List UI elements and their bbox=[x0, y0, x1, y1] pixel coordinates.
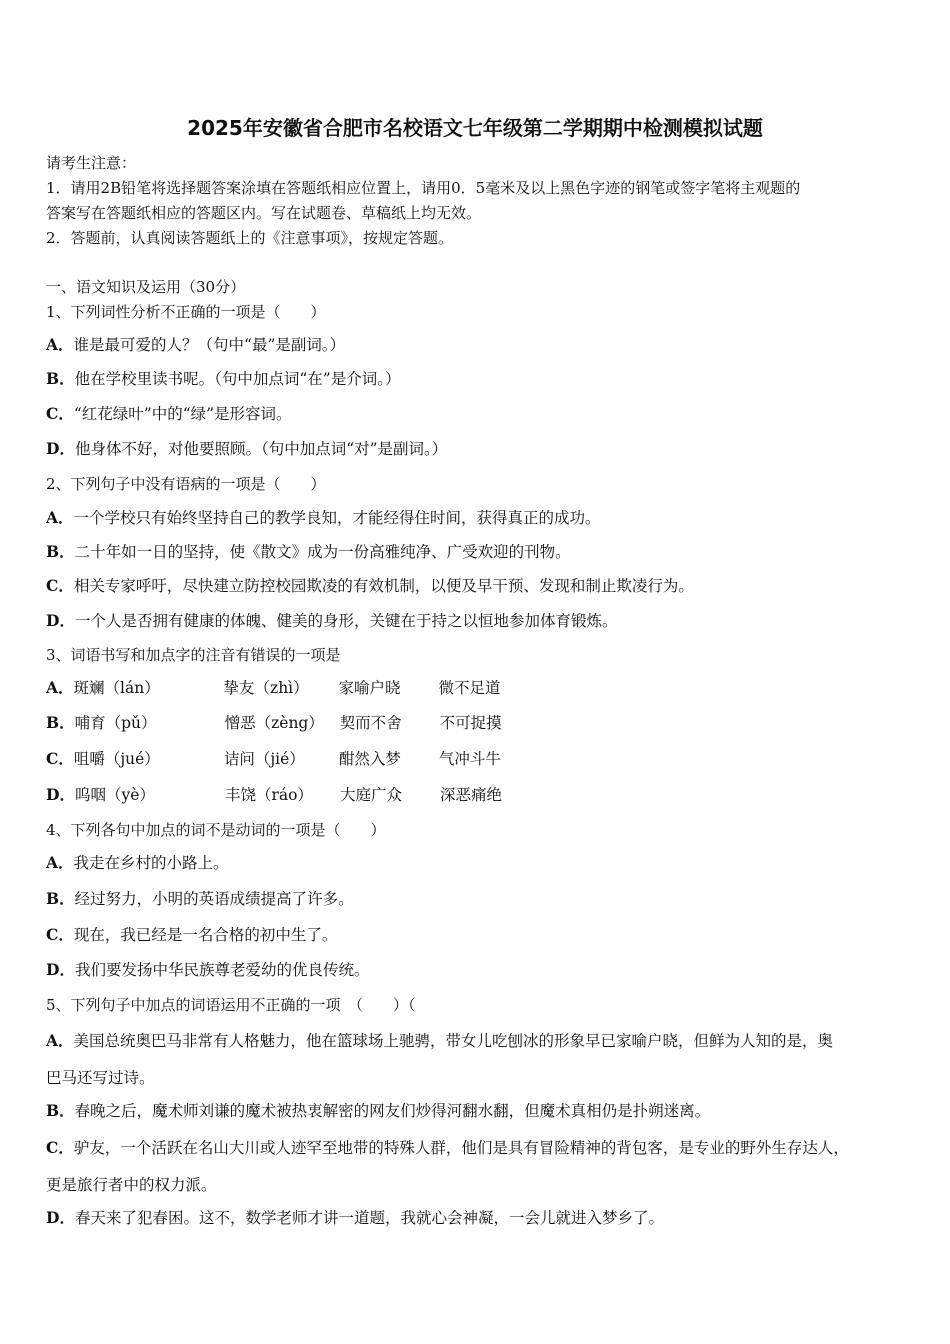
question-3-option-d bbox=[46, 785, 502, 805]
question-5-option-a-line-2: 巴马还写过诗。 bbox=[46, 1069, 155, 1087]
option-word-2: 诘问（jié） bbox=[223, 750, 305, 768]
question-5-stem: 5、下列句子中加点的词语运用不正确的一项 （ ）（ bbox=[46, 996, 416, 1014]
option-label: A． bbox=[46, 508, 74, 527]
question-5-option-d bbox=[46, 1208, 664, 1228]
option-label: A． bbox=[46, 335, 74, 354]
option-label: C． bbox=[46, 404, 74, 423]
option-text: 我们要发扬中华民族尊老爱幼的优良传统。 bbox=[74, 961, 370, 979]
question-5-option-c-line-1 bbox=[46, 1138, 849, 1158]
question-4-option-a bbox=[46, 853, 229, 873]
option-word-1: 哺育（pǔ） bbox=[74, 714, 157, 732]
option-label: D． bbox=[46, 611, 75, 630]
option-word-3: 契而不舍 bbox=[339, 714, 402, 732]
option-text: 他身体不好，对他要照顾。（句中加点词“对”是副词。） bbox=[74, 440, 448, 458]
question-3-option-b bbox=[46, 713, 502, 733]
option-label: C． bbox=[46, 1138, 74, 1157]
question-5-option-a-line-1 bbox=[46, 1031, 833, 1051]
option-label: B． bbox=[46, 1101, 75, 1120]
option-text: 一个学校只有始终坚持自己的教学良知，才能经得住时间，获得真正的成功。 bbox=[73, 509, 601, 527]
option-label: D． bbox=[46, 439, 75, 458]
question-4-stem: 4、下列各句中加点的词不是动词的一项是（ ） bbox=[46, 821, 386, 839]
question-1-option-b bbox=[46, 369, 400, 389]
option-label: A． bbox=[46, 678, 74, 697]
option-label: C． bbox=[46, 576, 74, 595]
notice-item-2: 2．答题前，认真阅读答题纸上的《注意事项》，按规定答题。 bbox=[46, 229, 454, 247]
option-word-4: 不可捉摸 bbox=[439, 714, 502, 732]
notice-item-1-line-1: 1．请用2B铅笔将选择题答案涂填在答题纸相应位置上，请用0．5毫米及以上黑色字迹的钢笔或签字笔将主观题的 bbox=[46, 179, 801, 197]
page-title: 2025年安徽省合肥市名校语文七年级第二学期期中检测模拟试题 bbox=[187, 116, 763, 140]
question-3-stem: 3、词语书写和加点字的注音有错误的一项是 bbox=[46, 646, 341, 664]
notice-item-1-line-2: 答案写在答题纸相应的答题区内。写在试题卷、草稿纸上均无效。 bbox=[46, 204, 482, 222]
option-text: 驴友，一个活跃在名山大川或人迹罕至地带的特殊人群，他们是具有冒险精神的背包客，是专业的野外生存达人， bbox=[73, 1139, 849, 1157]
question-1-option-c bbox=[46, 404, 292, 424]
option-text: 春晚之后，魔术师刘谦的魔术被热衷解密的网友们炒得河翻水翻，但魔术真相仍是扑朔迷离。 bbox=[74, 1102, 711, 1120]
question-3-option-c bbox=[46, 749, 501, 769]
question-2-stem: 2、下列句子中没有语病的一项是（ ） bbox=[46, 475, 326, 493]
option-label: D． bbox=[46, 785, 75, 804]
option-text: 经过努力，小明的英语成绩提高了许多。 bbox=[74, 890, 354, 908]
option-label: A． bbox=[46, 1031, 74, 1050]
question-2-option-b bbox=[46, 542, 571, 562]
option-word-4: 深恶痛绝 bbox=[439, 786, 502, 804]
question-1-stem: 1、下列词性分析不正确的一项是（ ） bbox=[46, 303, 326, 321]
option-word-4: 微不足道 bbox=[438, 679, 501, 697]
option-word-3: 大庭广众 bbox=[339, 786, 402, 804]
question-5-option-b bbox=[46, 1101, 710, 1121]
question-4-option-c bbox=[46, 925, 337, 945]
option-word-1: 咀嚼（jué） bbox=[73, 750, 160, 768]
option-label: C． bbox=[46, 749, 74, 768]
option-label: B． bbox=[46, 542, 75, 561]
notice-heading: 请考生注意： bbox=[46, 154, 137, 172]
option-text: 一个人是否拥有健康的体魄、健美的身形，关键在于持之以恒地参加体育锻炼。 bbox=[74, 612, 618, 630]
option-text: 二十年如一日的坚持，使《散文》成为一份高雅纯净、广受欢迎的刊物。 bbox=[74, 543, 571, 561]
option-label: D． bbox=[46, 1208, 75, 1227]
question-2-option-d bbox=[46, 611, 617, 631]
option-word-1: 呜咽（yè） bbox=[74, 786, 155, 804]
question-4-option-b bbox=[46, 889, 354, 909]
option-text: 他在学校里读书呢。（句中加点词“在”是介词。） bbox=[74, 370, 401, 388]
option-word-1: 斑斓（lán） bbox=[73, 679, 160, 697]
option-label: C． bbox=[46, 925, 74, 944]
option-word-3: 家喻户晓 bbox=[338, 679, 401, 697]
question-3-option-a bbox=[46, 678, 501, 698]
option-text: 谁是最可爱的人？（句中“最”是副词。） bbox=[73, 336, 346, 354]
option-label: B． bbox=[46, 713, 75, 732]
option-word-4: 气冲斗牛 bbox=[438, 750, 501, 768]
option-text: 相关专家呼吁，尽快建立防控校园欺凌的有效机制，以便及早干预、发现和制止欺凌行为。 bbox=[73, 577, 694, 595]
option-label: A． bbox=[46, 853, 74, 872]
option-word-3: 酣然入梦 bbox=[338, 750, 401, 768]
option-text: 美国总统奥巴马非常有人格魅力，他在篮球场上驰骋，带女儿吃刨冰的形象早已家喻户晓，但鲜为人知的是，奥 bbox=[73, 1032, 834, 1050]
question-4-option-d bbox=[46, 960, 369, 980]
option-label: B． bbox=[46, 369, 75, 388]
option-text: 现在，我已经是一名合格的初中生了。 bbox=[73, 926, 338, 944]
question-2-option-c bbox=[46, 576, 694, 596]
option-word-2: 丰饶（ráo） bbox=[224, 786, 313, 804]
option-word-2: 憎恶（zèng） bbox=[224, 714, 324, 732]
question-1-option-a bbox=[46, 335, 345, 355]
question-5-option-c-line-2: 更是旅行者中的权力派。 bbox=[46, 1176, 217, 1194]
section-heading: 一、语文知识及运用（30分） bbox=[46, 278, 246, 296]
question-1-option-d bbox=[46, 439, 447, 459]
option-text: 春天来了犯春困。这不，数学老师才讲一道题，我就心会神凝，一会儿就进入梦乡了。 bbox=[74, 1209, 664, 1227]
option-text: 我走在乡村的小路上。 bbox=[73, 854, 229, 872]
option-label: B． bbox=[46, 889, 75, 908]
option-label: D． bbox=[46, 960, 75, 979]
question-2-option-a bbox=[46, 508, 601, 528]
option-word-2: 挚友（zhì） bbox=[223, 679, 309, 697]
option-text: “红花绿叶”中的“绿”是形容词。 bbox=[73, 405, 292, 423]
